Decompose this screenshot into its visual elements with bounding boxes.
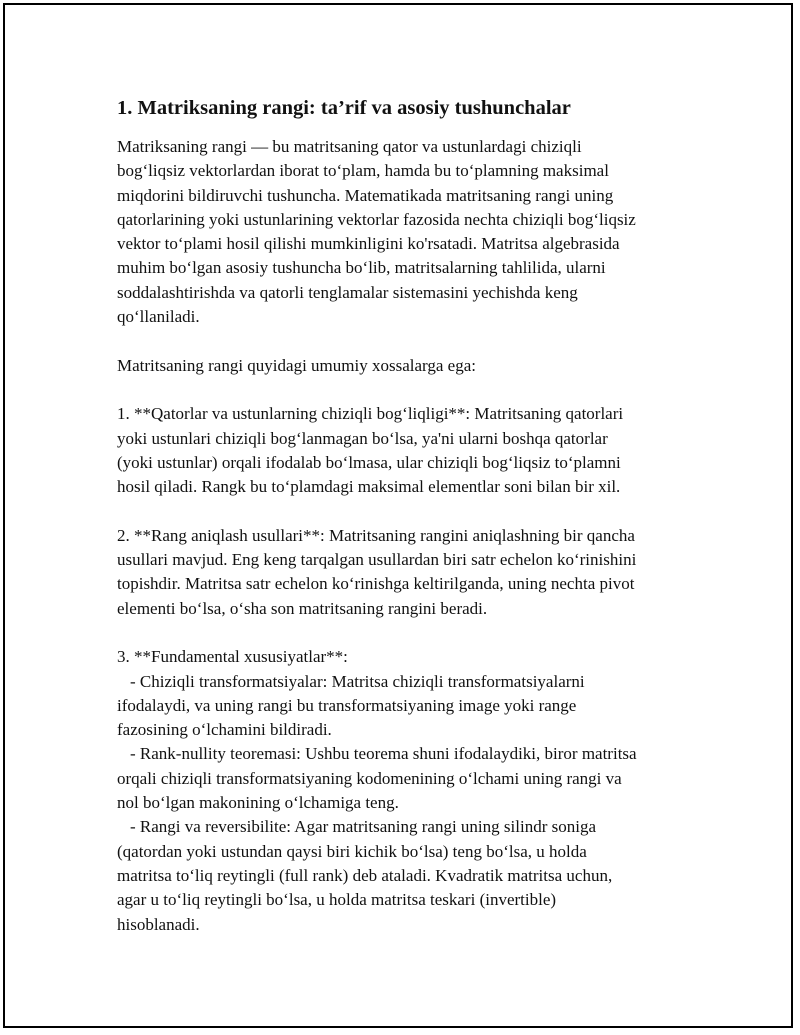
text-line: (qatordan yoki ustundan qaysi biri kichik bo‘lsa) teng bo‘lsa, u holda bbox=[117, 841, 587, 861]
text-line: yoki ustunlari chiziqli bog‘lanmagan bo‘lsa, ya'ni ularni boshqa qatorlar bbox=[117, 428, 608, 448]
text-line: matritsa to‘liq reytingli (full rank) deb ataladi. Kvadratik matritsa uchun, bbox=[117, 865, 613, 885]
text-line: muhim bo‘lgan asosiy tushuncha bo‘lib, matritsalarning tahlilida, ularni bbox=[117, 258, 606, 278]
paragraph-gap bbox=[117, 499, 707, 523]
text-line: Matriksaning rangi — bu matritsaning qator va ustunlardagi chiziqli bbox=[117, 137, 582, 156]
text-line: - Rangi va reversibilite: Agar matritsaning rangi uning silindr soniga bbox=[130, 817, 596, 837]
text-line: hisoblanadi. bbox=[117, 914, 200, 934]
text-line: 1. **Qatorlar va ustunlarning chiziqli bog‘liqligi**: Matritsaning qatorlari bbox=[117, 404, 624, 424]
list-item-1 bbox=[117, 402, 707, 499]
sub-item-rank-nullity bbox=[117, 742, 707, 815]
list-item-3 bbox=[117, 645, 707, 937]
text-line: - Chiziqli transformatsiyalar: Matritsa chiziqli transformatsiyalarni bbox=[130, 671, 585, 691]
text-line: usullari mavjud. Eng keng tarqalgan usullardan biri satr echelon ko‘rinishini bbox=[117, 550, 637, 570]
text-line: vektor to‘plami hosil qilishi mumkinligini ko'rsatadi. Matritsa algebrasida bbox=[117, 234, 620, 254]
document-body bbox=[117, 95, 707, 937]
text-line: nol bo‘lgan makonining o‘lchamiga teng. bbox=[117, 793, 399, 813]
properties-intro: Matritsaning rangi quyidagi umumiy xossalarga ega: bbox=[117, 355, 476, 375]
text-line: elementi bo‘lsa, o‘sha son matritsaning rangini beradi. bbox=[117, 598, 488, 618]
text-line: qo‘llaniladi. bbox=[117, 307, 200, 327]
text-line: qatorlarining yoki ustunlarining vektorlar fazosida nechta chiziqli bog‘liqsiz bbox=[117, 209, 636, 229]
text-line: orqali chiziqli transformatsiyaning kodomenining o‘lchami uning rangi va bbox=[117, 768, 622, 788]
sub-item-reversibility bbox=[117, 815, 707, 936]
text-line: - Rank-nullity teoremasi: Ushbu teorema shuni ifodalaydiki, biror matritsa bbox=[130, 744, 637, 764]
text-line: soddalashtirishda va qatorli tenglamalar sistemasini yechishda keng bbox=[117, 282, 578, 302]
text-line: 2. **Rang aniqlash usullari**: Matritsaning rangini aniqlashning bir qancha bbox=[117, 525, 635, 545]
text-line: (yoki ustunlar) orqali ifodalab bo‘lmasa, ular chiziqli bog‘liqsiz to‘plamni bbox=[117, 452, 621, 472]
intro-paragraph bbox=[117, 135, 707, 329]
list-item-2 bbox=[117, 524, 707, 621]
section-heading: 1. Matriksaning rangi: ta’rif va asosiy tushunchalar bbox=[117, 97, 571, 119]
text-line: topishdir. Matritsa satr echelon ko‘rinishga keltirilganda, uning nechta pivot bbox=[117, 574, 635, 594]
text-line: hosil qiladi. Rangk bu to‘plamdagi maksimal elementlar soni bilan bir xil. bbox=[117, 477, 621, 497]
list-item-3-title: 3. **Fundamental xususiyatlar**: bbox=[117, 647, 348, 667]
text-line: fazosining o‘lchamini bildiradi. bbox=[117, 720, 332, 740]
text-line: ifodalaydi, va uning rangi bu transformatsiyaning image yoki range bbox=[117, 695, 577, 715]
sub-item-linear-transformations bbox=[117, 670, 707, 743]
text-line: bog‘liqsiz vektorlardan iborat to‘plam, hamda bu to‘plamning maksimal bbox=[117, 161, 609, 181]
text-line: agar u to‘liq reytingli bo‘lsa, u holda matritsa teskari (invertible) bbox=[117, 890, 557, 910]
paragraph-gap bbox=[117, 621, 707, 645]
paragraph-gap bbox=[117, 329, 707, 353]
text-line: miqdorini bildiruvchi tushuncha. Matematikada matritsaning rangi uning bbox=[117, 185, 614, 205]
paragraph-gap bbox=[117, 378, 707, 402]
